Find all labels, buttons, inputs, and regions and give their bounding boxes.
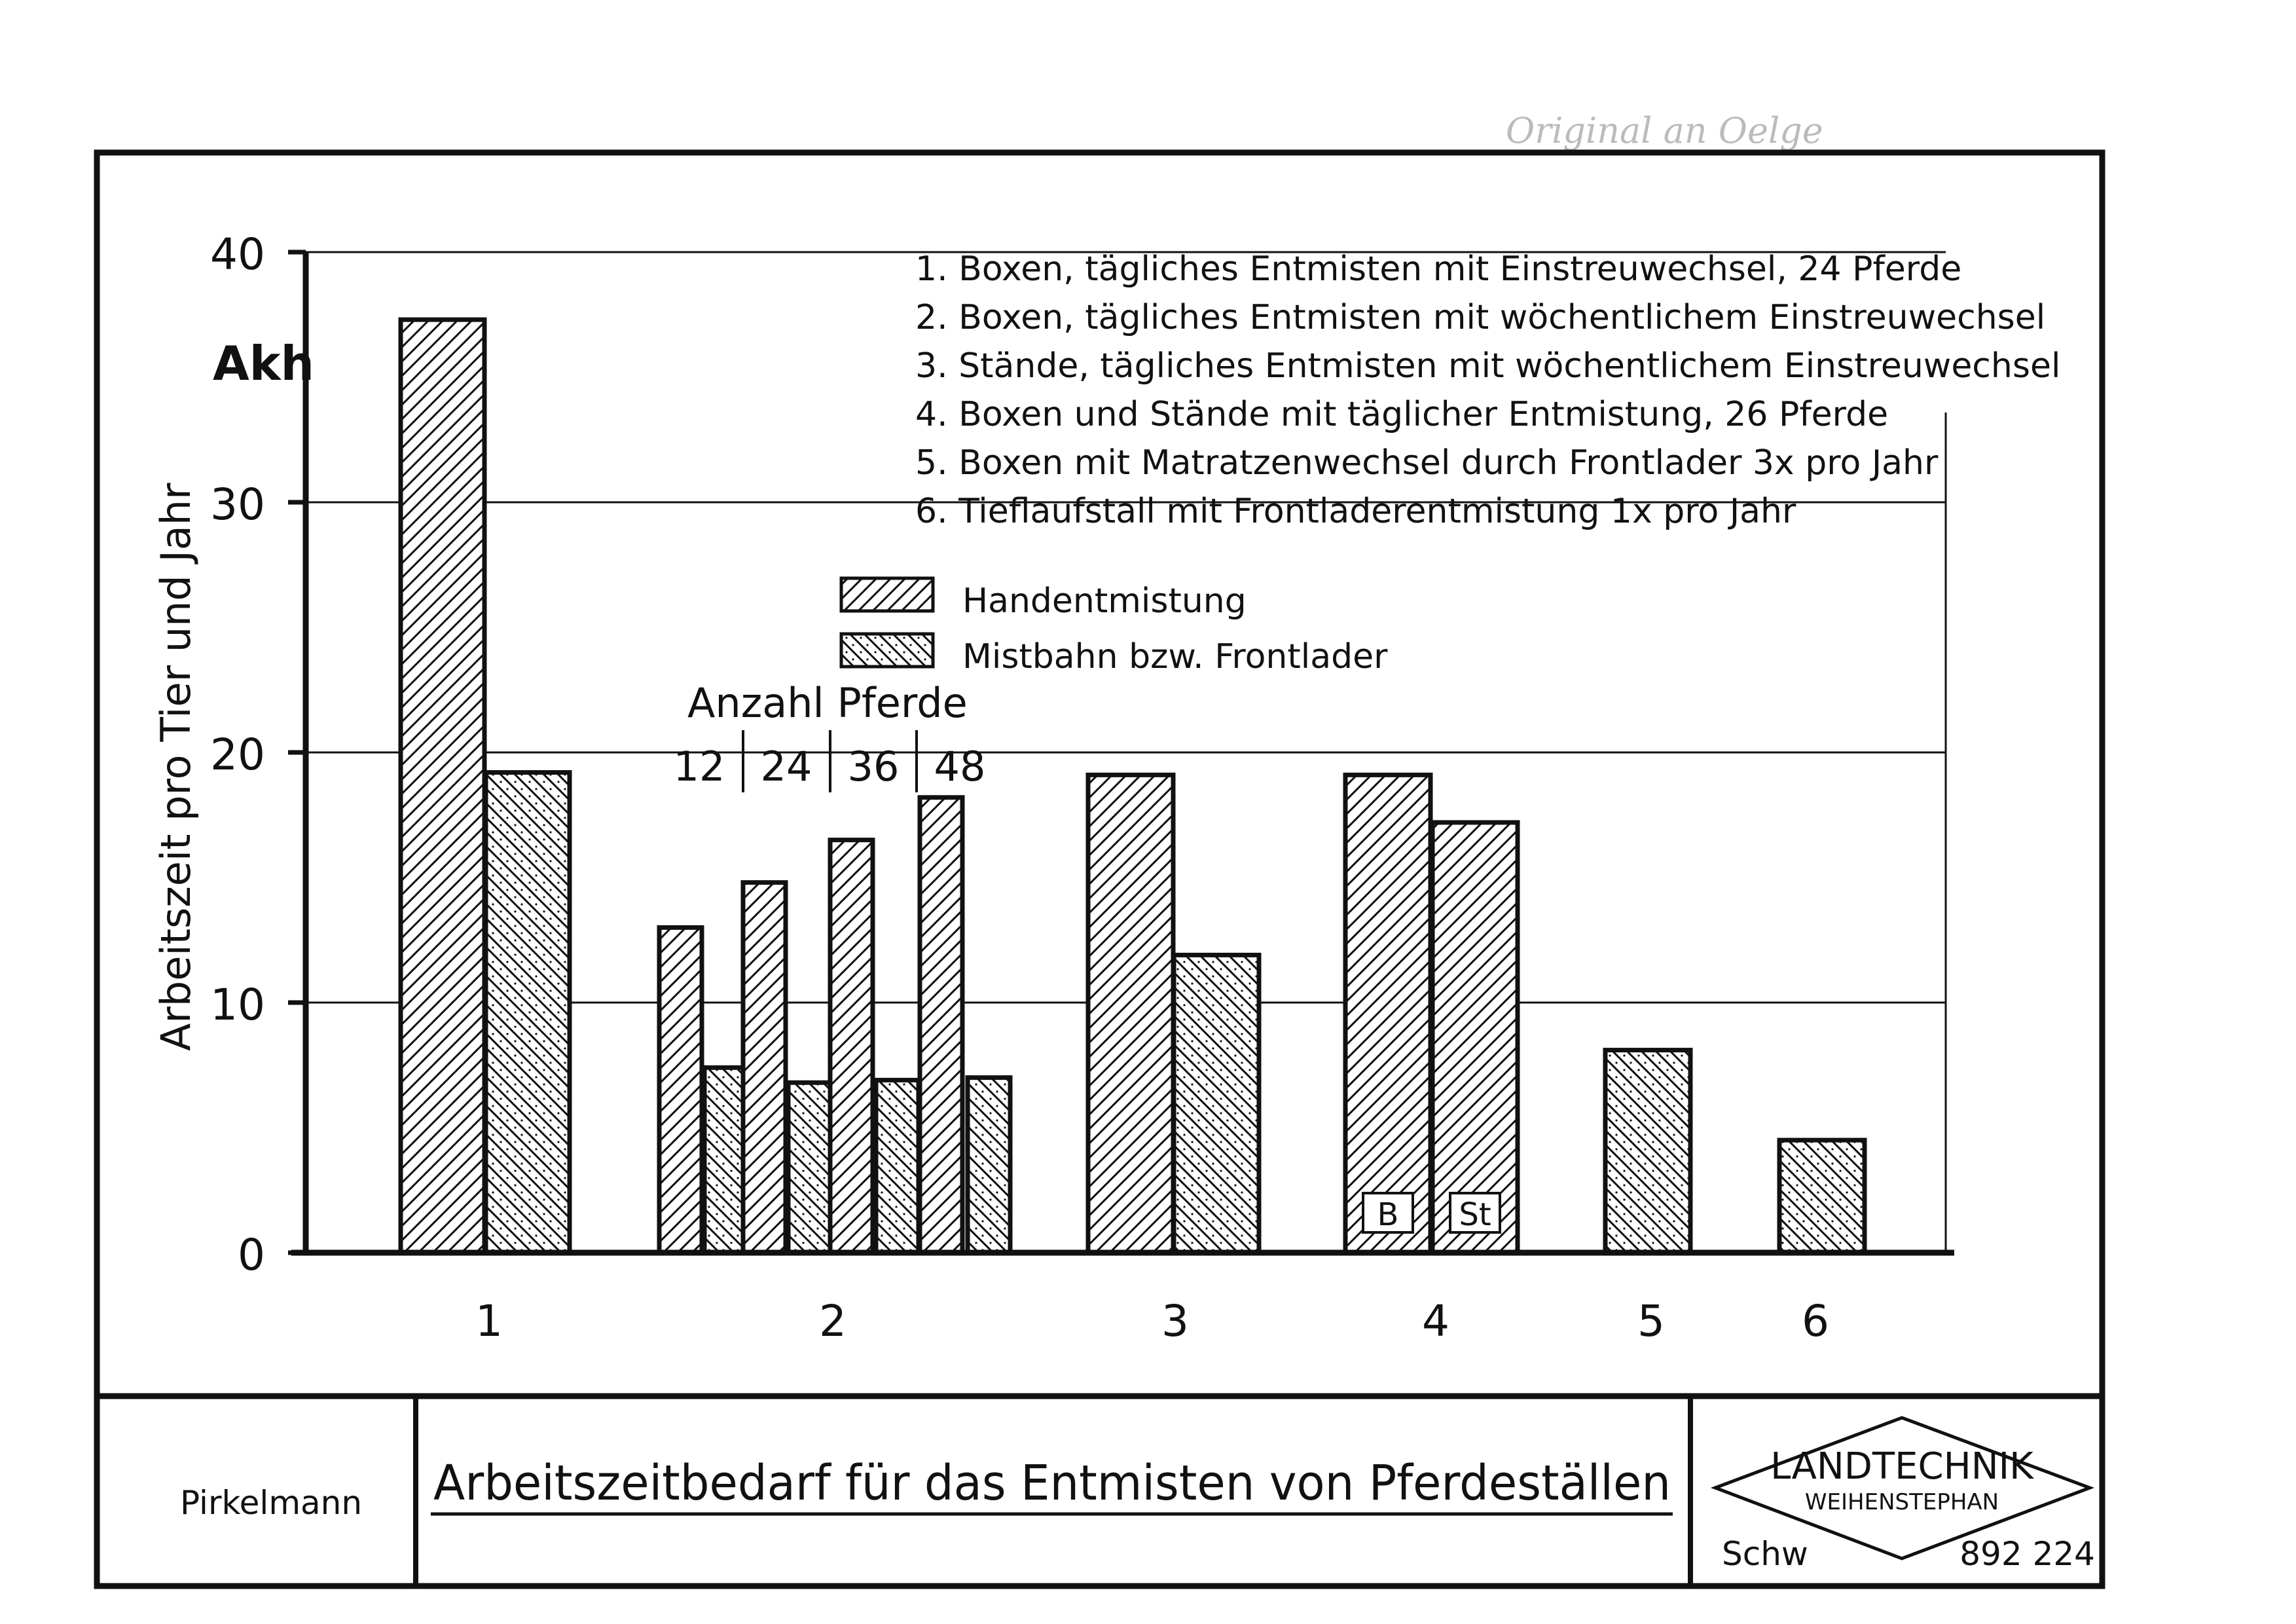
logo-bottom-text: WEIHENSTEPHAN [1804, 1489, 1999, 1515]
x-tick-label: 1 [475, 1296, 503, 1346]
x-tick-label: 6 [1802, 1296, 1829, 1346]
horse-count-labels [674, 730, 986, 792]
y-tick-label: 30 [210, 479, 265, 530]
bar-2-24 [788, 1082, 831, 1253]
y-tick-label: 10 [210, 980, 265, 1030]
bar-2-12 [704, 1067, 747, 1253]
description-6: 6. Tieflaufstall mit Frontladerentmistung 1x pro Jahr [915, 492, 1796, 531]
bar-tag-label: St [1459, 1196, 1491, 1233]
legend [841, 578, 1388, 676]
horse-count-label: 48 [934, 743, 986, 790]
bar-2-36 [876, 1080, 919, 1253]
x-tick-label: 2 [819, 1296, 847, 1346]
horse-count-title: Anzahl Pferde [687, 679, 968, 727]
horse-count-label: 36 [847, 743, 900, 790]
bar-1 [401, 320, 484, 1253]
x-tick-label: 5 [1637, 1296, 1665, 1346]
legend-label-hand: Handentmistung [962, 581, 1247, 621]
logo-top-text: LANDTECHNIK [1770, 1445, 2033, 1488]
horse-count-annotation [674, 679, 986, 792]
description-5: 5. Boxen mit Matratzenwechsel durch Frontlader 3x pro Jahr [915, 443, 1939, 483]
legend-swatch-machine [841, 634, 933, 667]
description-list [915, 249, 2060, 531]
bar-2-48 [920, 798, 962, 1253]
description-1: 1. Boxen, tägliches Entmisten mit Einstreuwechsel, 24 Pferde [915, 249, 1962, 289]
y-tick-label: 0 [238, 1230, 265, 1280]
footer-number: 892 224 [1959, 1535, 2095, 1573]
bar-1 [486, 773, 570, 1253]
legend-swatch-hand [841, 578, 933, 611]
bar-3 [1088, 775, 1173, 1253]
bar-tag-label: B [1377, 1196, 1399, 1233]
y-axis-label: Arbeitszeit pro Tier und Jahr [152, 483, 200, 1051]
bar-5 [1605, 1050, 1690, 1253]
bar-2-36 [830, 840, 873, 1253]
x-tick-label: 3 [1161, 1296, 1189, 1346]
bar-4-St [1432, 822, 1518, 1253]
description-2: 2. Boxen, tägliches Entmisten mit wöchentlichem Einstreuwechsel [915, 298, 2046, 337]
bar-6 [1779, 1140, 1865, 1253]
bar-2-48 [968, 1078, 1010, 1253]
footer-drawer: Schw [1722, 1535, 1808, 1573]
legend-label-machine: Mistbahn bzw. Frontlader [962, 637, 1388, 676]
bar-2-24 [743, 883, 786, 1253]
description-3: 3. Stände, tägliches Entmisten mit wöchentlichem Einstreuwechsel [915, 346, 2061, 386]
y-tick-label: 40 [210, 229, 265, 280]
footer-title: Arbeitszeitbedarf für das Entmisten von Pferdeställen [433, 1455, 1671, 1511]
bar-3 [1174, 955, 1259, 1253]
horse-count-label: 24 [760, 743, 812, 790]
y-tick-label: 20 [210, 729, 265, 780]
x-tick-label: 4 [1422, 1296, 1449, 1346]
bar-2-12 [659, 927, 702, 1253]
bar-4-B [1345, 775, 1430, 1253]
handwritten-note: Original an Oelge [1506, 110, 1823, 151]
description-4: 4. Boxen und Stände mit täglicher Entmistung, 26 Pferde [915, 395, 1889, 434]
x-tick-labels [475, 1296, 1829, 1346]
horse-count-label: 12 [673, 743, 725, 790]
y-unit-label: Akh [213, 336, 314, 391]
footer-author: Pirkelmann [180, 1484, 363, 1522]
